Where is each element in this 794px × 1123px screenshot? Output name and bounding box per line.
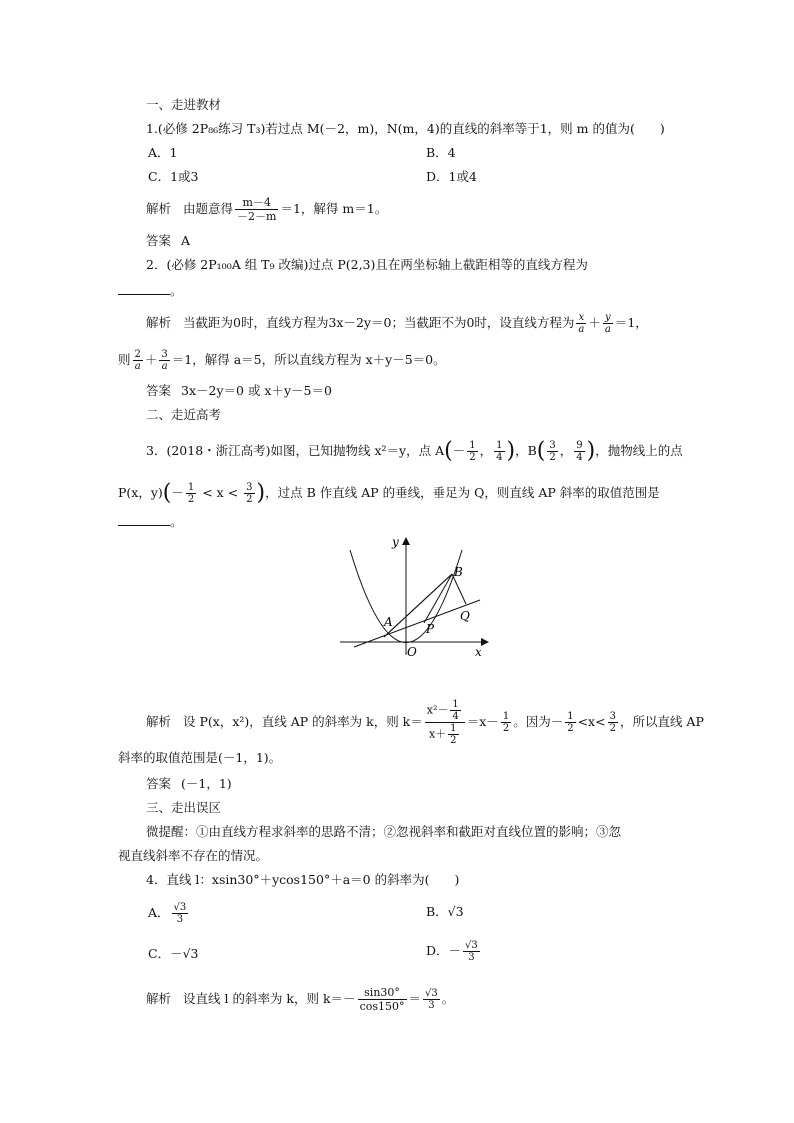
numerator: 9 [576, 440, 583, 451]
q3-answer [146, 776, 232, 792]
denominator: a [134, 361, 141, 372]
numerator: sin30° [358, 986, 407, 1000]
question-text: 3．(2018・浙江高考)如图，已知抛物线 x²＝y，点 A [146, 443, 445, 458]
q4-option-c: C．－√3 [148, 946, 199, 961]
question-text: ，抛物线上的点 [595, 443, 683, 458]
fraction [574, 440, 584, 463]
fraction [547, 440, 557, 463]
label-o: O [407, 645, 417, 659]
parabola-figure [320, 530, 500, 660]
option-label: D．－ [426, 943, 462, 958]
solution-text: ，所以直线 AP [619, 714, 704, 729]
question-4: 4．直线 l：xsin30°＋ycos150°＋a＝0 的斜率为( ) [146, 872, 460, 887]
solution-label: 解析 [146, 991, 172, 1006]
fraction [603, 312, 613, 335]
numerator: y [603, 312, 613, 324]
fraction [501, 711, 511, 734]
question-text: P(x，y) [118, 485, 163, 500]
label-b: B [454, 565, 463, 579]
question-2-blank-line [118, 282, 183, 299]
denominator: 4 [496, 452, 503, 463]
punctuation: 。 [170, 514, 183, 529]
inequality: < x < [198, 485, 243, 500]
operator: ＋ [144, 352, 158, 367]
numerator: 1 [502, 711, 510, 722]
denominator: a [578, 324, 585, 335]
term: x²－ [426, 703, 449, 717]
solution-label: 解析 [146, 201, 172, 216]
answer-label: 答案 [146, 383, 172, 398]
solution-text: ＝x－ [466, 714, 499, 729]
denominator: 3 [176, 914, 184, 925]
minus-sign: － [171, 485, 184, 500]
fraction [159, 349, 169, 372]
punctuation: 。 [441, 991, 455, 1006]
q1-solution [146, 196, 387, 223]
numerator: x [576, 312, 586, 324]
numerator: 1 [450, 723, 457, 734]
numerator: 3 [549, 440, 556, 451]
solution-text: 当截距为0时，直线方程为3x－2y＝0；当截距不为0时，设直线方程为 [183, 315, 575, 330]
operator: ＝ [408, 991, 422, 1006]
solution-text: 设 P(x，x²)，直线 AP 的斜率为 k，则 k＝ [183, 714, 423, 729]
numerator: 1 [496, 440, 503, 451]
answer-value: 3x－2y＝0 或 x＋y－5＝0 [181, 383, 332, 398]
denominator: 2 [450, 735, 457, 746]
question-1: 1.(必修 2P₈₆练习 T₃)若过点 M(－2，m)，N(m，4)的直线的斜率等于1，则 m 的值为( ) [146, 121, 665, 136]
q3-solution-line-1 [146, 699, 704, 746]
q4-solution [146, 986, 454, 1013]
numerator: 1 [187, 482, 195, 493]
numerator: 1 [567, 711, 574, 722]
label-q: Q [460, 609, 470, 623]
question-3-line-1: 3．(2018・浙江高考)如图，已知抛物线 x²＝y，点 A(－ $\frac{1}{2}$ ， $\frac{1}{4}$ )，B( $\frac{3}{2}$ ， $\frac{9}{4}$ )，抛物线上的点 [146, 438, 683, 464]
q2-solution-line-2 [118, 349, 446, 372]
solution-label: 解析 [146, 714, 172, 729]
solution-text: ＝1，解得 m＝1。 [280, 201, 388, 216]
answer-blank [118, 282, 170, 295]
q1-option-a: A．1 [148, 145, 178, 160]
denominator: 3 [468, 952, 475, 963]
fraction [463, 940, 480, 963]
numerator: √3 [425, 988, 438, 999]
label-x: x [475, 645, 482, 659]
numerator: 3 [609, 711, 616, 722]
numerator: 3 [246, 482, 253, 493]
answer-label: 答案 [146, 233, 172, 248]
fraction [608, 711, 618, 734]
fraction [423, 988, 440, 1011]
denominator: 2 [567, 723, 574, 734]
question-text: ，B [515, 443, 537, 458]
denominator: 2 [609, 723, 616, 734]
denominator: a [161, 361, 168, 372]
fraction [172, 902, 189, 925]
solution-text: 。因为－ [513, 714, 564, 729]
denominator: cos150° [359, 1000, 405, 1013]
solution-label: 解析 [146, 315, 172, 330]
section-title-1: 一、走进教材 [146, 97, 222, 112]
term: x＋ [428, 727, 447, 741]
fraction [235, 196, 278, 223]
denominator: 2 [549, 452, 556, 463]
denominator: 2 [469, 452, 476, 463]
section-title-2: 二、走近高考 [146, 407, 222, 422]
q2-answer [146, 383, 332, 399]
punctuation: 。 [170, 283, 183, 298]
fraction [565, 711, 575, 734]
q4-option-b: B．√3 [426, 904, 464, 919]
option-label: A． [148, 905, 170, 920]
fraction [133, 349, 143, 372]
hint-line-2: 视直线斜率不存在的情况。 [118, 848, 269, 863]
numerator: √3 [465, 940, 478, 951]
denominator: 3 [428, 1000, 435, 1011]
denominator: 4 [576, 452, 583, 463]
answer-value: A [181, 233, 191, 248]
label-y: y [392, 535, 399, 549]
numerator: 1 [469, 440, 476, 451]
section-title-3: 三、走出误区 [146, 800, 222, 815]
numerator: m－4 [235, 196, 278, 210]
answer-value: (－1，1) [181, 776, 232, 791]
fraction [494, 440, 504, 463]
denominator: a [604, 324, 611, 335]
fraction [186, 482, 196, 505]
denominator: 4 [452, 711, 459, 722]
minus-sign: － [452, 443, 466, 458]
label-p: P [426, 622, 435, 636]
question-3-blank-line [118, 513, 183, 530]
question-text: ，过点 B 作直线 AP 的垂线，垂足为 Q，则直线 AP 斜率的取值范围是 [265, 485, 660, 500]
answer-label: 答案 [146, 776, 172, 791]
fraction [467, 440, 477, 463]
q2-solution-line-1 [146, 312, 648, 335]
numerator [425, 699, 465, 723]
denominator: 2 [502, 723, 510, 734]
inequality: <x< [577, 714, 606, 729]
solution-text: ＝1，解得 a＝5，所以直线方程为 x＋y－5＝0。 [171, 352, 446, 367]
question-2: 2．(必修 2P₁₀₀A 组 T₉ 改编)过点 P(2,3)且在两坐标轴上截距相等的直线方程为 [146, 257, 588, 272]
label-a: A [384, 615, 393, 629]
q1-option-c: C．1或3 [148, 169, 199, 184]
fraction [448, 723, 458, 746]
q1-option-b: B．4 [426, 145, 456, 160]
q4-option-a [148, 902, 190, 925]
q1-answer [146, 233, 190, 249]
solution-text: ＝1， [614, 315, 648, 330]
operator: ＋ [588, 315, 601, 330]
answer-blank [118, 513, 170, 526]
denominator: 2 [187, 494, 195, 505]
numerator: 1 [452, 699, 459, 710]
q4-option-d [426, 940, 482, 963]
fraction [358, 986, 407, 1013]
fraction [450, 699, 460, 722]
numerator: 2 [134, 349, 141, 360]
solution-text: 由题意得 [183, 201, 234, 216]
denominator: 2 [246, 494, 253, 505]
slope-fraction [425, 699, 465, 746]
solution-text: 则 [118, 352, 131, 367]
fraction [244, 482, 254, 505]
numerator: √3 [173, 902, 187, 913]
q1-option-d: D．1或4 [426, 169, 477, 184]
question-3-line-2: P(x，y)(－ $\frac{1}{2}$ < x < $\frac{3}{2}$ )，过点 B 作直线 AP 的垂线，垂足为 Q，则直线 AP 斜率的取值范围是 [118, 480, 660, 506]
denominator [425, 723, 465, 746]
numerator: 3 [161, 349, 168, 360]
denominator: －2－m [237, 210, 277, 223]
solution-text: 设直线 l 的斜率为 k，则 k＝－ [183, 991, 356, 1006]
fraction [576, 312, 586, 335]
q3-solution-line-2: 斜率的取值范围是(－1，1)。 [118, 750, 282, 765]
hint-line-1: 微提醒：①由直线方程求斜率的思路不清；②忽视斜率和截距对直线位置的影响；③忽 [146, 824, 622, 839]
